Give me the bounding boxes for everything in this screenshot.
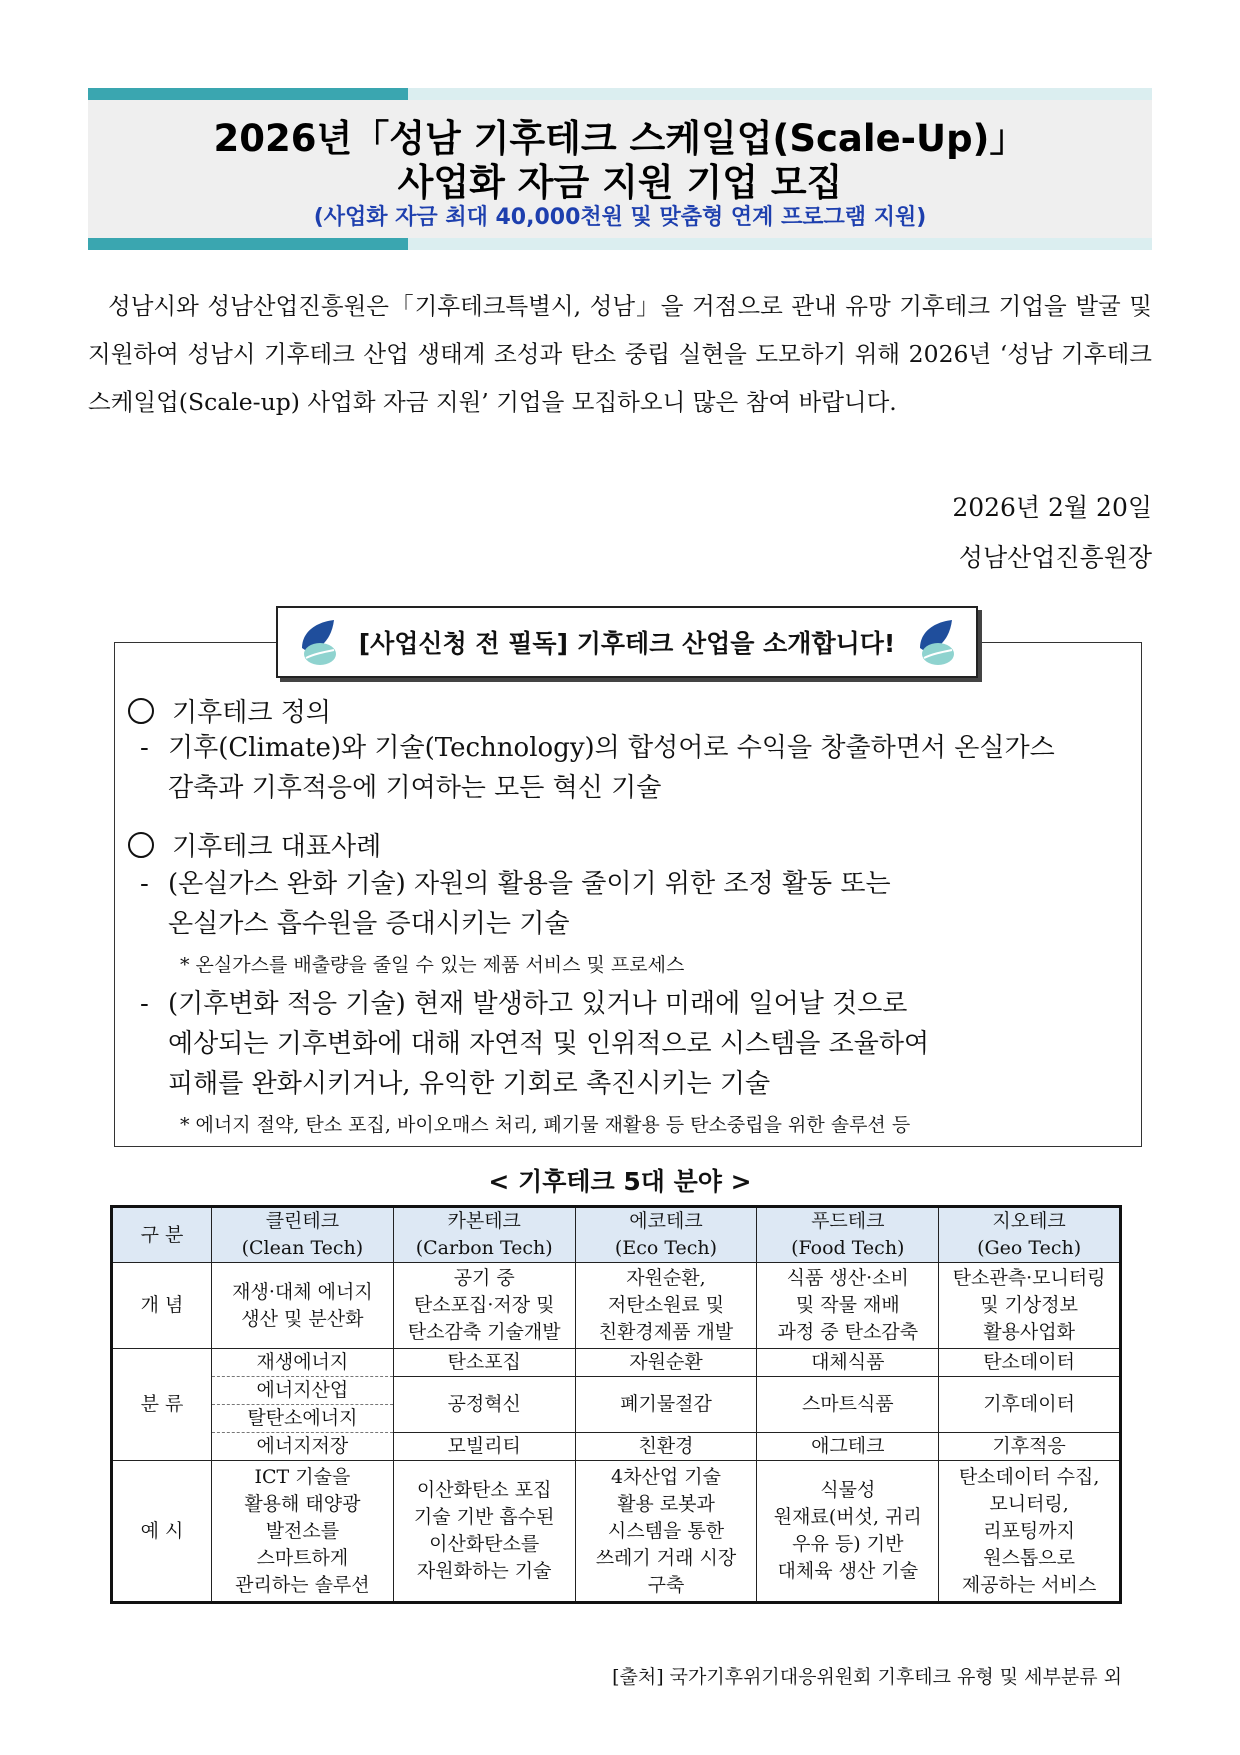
table-cell: 모빌리티: [393, 1433, 575, 1461]
issuing-organization: 성남산업진흥원장: [958, 543, 1152, 572]
definition-text: - 기후(Climate)와 기술(Technology)의 합성어로 수익을 창출하면서 온실가스 감축과 기후적응에 기여하는 모든 혁신 기술: [140, 733, 1055, 803]
page-title-line2: 사업화 자금 지원 기업 모집: [397, 161, 843, 204]
table-cell: 이산화탄소 포집 기술 기반 흡수된 이산화탄소를 자원화하는 기술: [393, 1461, 575, 1603]
table-cell: 애그테크: [757, 1433, 939, 1461]
mitigation-text: - (온실가스 완화 기술) 자원의 활용을 줄이기 위한 조정 활동 또는 온실가스 흡수원을 증대시키는 기술: [140, 869, 891, 939]
table-cell: 탄소관측·모니터링 및 기상정보 활용사업화: [939, 1263, 1121, 1349]
section-title: 기후테크 정의: [172, 698, 331, 728]
table-cell: 스마트식품: [757, 1377, 939, 1433]
section-examples-heading: [128, 826, 381, 863]
table-cell: 자원순환, 저탄소원료 및 친환경제품 개발: [575, 1263, 757, 1349]
mitigation-line: (온실가스 완화 기술) 자원의 활용을 줄이기 위한 조정 활동 또는: [168, 869, 891, 899]
header-geo: 지오테크 (Geo Tech): [939, 1207, 1121, 1263]
table-cell: 대체식품: [757, 1349, 939, 1377]
table-cell: 탄소데이터: [939, 1349, 1121, 1377]
adaptation-line: 예상되는 기후변화에 대해 자연적 및 인위적으로 시스템을 조율하여: [168, 1029, 930, 1059]
table-title: < 기후테크 5대 분야 >: [488, 1167, 752, 1196]
table-row: [112, 1433, 1121, 1461]
section-title: 기후테크 대표사례: [172, 832, 382, 862]
table-row: [112, 1349, 1121, 1377]
header-food: 푸드테크 (Food Tech): [757, 1207, 939, 1263]
table-cell: 에너지저장: [212, 1433, 394, 1461]
table-row: [112, 1377, 1121, 1405]
table-cell: ICT 기술을 활용해 태양광 발전소를 스마트하게 관리하는 솔루션: [212, 1461, 394, 1603]
title-bar-bottom: [88, 238, 1152, 250]
leaf-logo-icon: [914, 618, 958, 668]
header-clean: 클린테크 (Clean Tech): [212, 1207, 394, 1263]
adaptation-note: * 에너지 절약, 탄소 포집, 바이오매스 처리, 폐기물 재활용 등 탄소중립을 위한 솔루션 등: [180, 1114, 911, 1136]
header-category: 구 분: [112, 1207, 212, 1263]
table-cell: 공기 중 탄소포집·저장 및 탄소감축 기술개발: [393, 1263, 575, 1349]
table-cell: 자원순환: [575, 1349, 757, 1377]
table-cell: 폐기물절감: [575, 1377, 757, 1433]
climate-tech-table: [110, 1205, 1122, 1604]
definition-line: 기후(Climate)와 기술(Technology)의 합성어로 수익을 창출하면서 온실가스: [168, 733, 1055, 763]
table-cell: 기후데이터: [939, 1377, 1121, 1433]
adaptation-line: (기후변화 적응 기술) 현재 발생하고 있거나 미래에 일어날 것으로: [168, 989, 908, 1019]
table-cell: 4차산업 기술 활용 로봇과 시스템을 통한 쓰레기 거래 시장 구축: [575, 1461, 757, 1603]
header-carbon: 카본테크 (Carbon Tech): [393, 1207, 575, 1263]
row-label-concept: 개 념: [112, 1263, 212, 1349]
adaptation-text: - (기후변화 적응 기술) 현재 발생하고 있거나 미래에 일어날 것으로 예상되는 기후변화에 대해 자연적 및 인위적으로 시스템을 조율하여 피해를 완화시키거나, 유익한 기회로 촉진시키는 기술: [140, 989, 930, 1099]
circle-bullet-icon: [128, 698, 154, 724]
table-cell: 탈탄소에너지: [212, 1405, 394, 1433]
intro-box-title: [사업신청 전 필독] 기후테크 산업을 소개합니다!: [358, 629, 896, 658]
mitigation-line: 온실가스 흡수원을 증대시키는 기술: [168, 909, 570, 939]
table-source: [출처] 국가기후위기대응위원회 기후테크 유형 및 세부분류 외: [612, 1666, 1122, 1688]
circle-bullet-icon: [128, 832, 154, 858]
table-row: [112, 1461, 1121, 1603]
adaptation-line: 피해를 완화시키거나, 유익한 기회로 촉진시키는 기술: [168, 1069, 771, 1099]
table-cell: 식물성 원재료(버섯, 귀리 우유 등) 기반 대체육 생산 기술: [757, 1461, 939, 1603]
table-cell: 탄소포집: [393, 1349, 575, 1377]
intro-box-heading: [276, 606, 978, 678]
intro-text: 성남시와 성남산업진흥원은「기후테크특별시, 성남」을 거점으로 관내 유망 기후테크 기업을 발굴 및 지원하여 성남시 기후테크 산업 생태계 조성과 탄소 중립 실현을 도모하기 위해 2026년 ‘성남 기후테크 스케일업(Scale-up) 사업화 자금 지원’ 기업을 모집하오니 많은 참여 바랍니다.: [88, 292, 1152, 416]
section-definition-heading: [128, 692, 331, 729]
row-label-class: 분 류: [112, 1349, 212, 1461]
table-cell: 재생·대체 에너지 생산 및 분산화: [212, 1263, 394, 1349]
table-header-row: [112, 1207, 1121, 1263]
table-cell: 친환경: [575, 1433, 757, 1461]
title-block: [88, 88, 1152, 250]
table-cell: 공정혁신: [393, 1377, 575, 1433]
announcement-date: 2026년 2월 20일: [952, 493, 1152, 522]
row-label-example: 예 시: [112, 1461, 212, 1603]
intro-paragraph: [88, 282, 1152, 426]
definition-line: 감축과 기후적응에 기여하는 모든 혁신 기술: [168, 773, 662, 803]
page-title-line1: 2026년「성남 기후테크 스케일업(Scale-Up)」: [213, 117, 1027, 160]
table-row: [112, 1263, 1121, 1349]
header-eco: 에코테크 (Eco Tech): [575, 1207, 757, 1263]
title-bar-top: [88, 88, 1152, 100]
table-cell: 재생에너지: [212, 1349, 394, 1377]
page-subtitle: (사업화 자금 최대 40,000천원 및 맞춤형 연계 프로그램 지원): [313, 205, 927, 230]
table-cell: 에너지산업: [212, 1377, 394, 1405]
table-cell: 기후적응: [939, 1433, 1121, 1461]
table-cell: 식품 생산·소비 및 작물 재배 과정 중 탄소감축: [757, 1263, 939, 1349]
table-cell: 탄소데이터 수집, 모니터링, 리포팅까지 원스톱으로 제공하는 서비스: [939, 1461, 1121, 1603]
leaf-logo-icon: [296, 618, 340, 668]
mitigation-note: * 온실가스를 배출량을 줄일 수 있는 제품 서비스 및 프로세스: [180, 954, 685, 976]
